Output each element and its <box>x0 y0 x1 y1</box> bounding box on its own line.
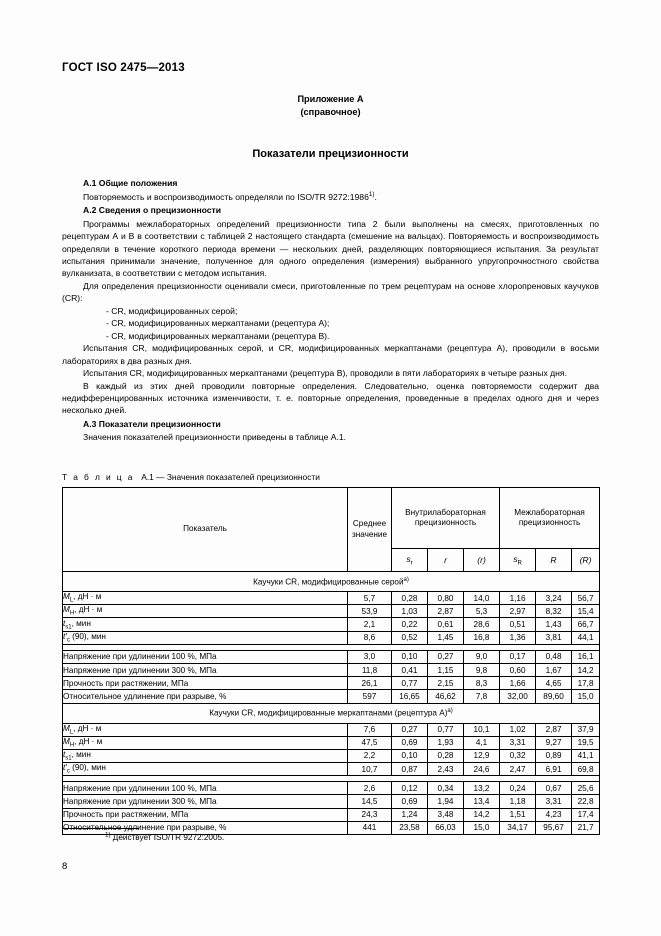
paragraph-a1 <box>62 191 599 203</box>
table-cell: 21,7 <box>572 821 600 834</box>
row-label-symbol: M <box>63 592 70 602</box>
table-cell: 69,8 <box>572 763 600 776</box>
table-cell: 13,2 <box>464 782 500 795</box>
table-cell: 46,62 <box>428 690 464 703</box>
list-item: - CR, модифицированных меркаптанами (рецептура А); <box>106 318 330 329</box>
table-cell: 0,34 <box>428 782 464 795</box>
table-cell: 44,1 <box>572 631 600 644</box>
row-label: Прочность при растяжении, МПа <box>63 677 348 690</box>
row-label <box>63 763 348 776</box>
row-label-units: , мин <box>71 618 91 628</box>
table-cell: 23,58 <box>392 821 428 834</box>
row-label: Прочность при растяжении, МПа <box>63 808 348 821</box>
col-header-within-l1: Внутрилабораторная <box>405 507 486 517</box>
table-row <box>63 650 600 663</box>
paragraph-a2-2: Для определения прецизионности оценивали смеси, приготовленные по трем рецептурам на основе хлоропреновых каучуков (CR): <box>62 280 599 304</box>
table-cell: 597 <box>348 690 392 703</box>
table-group-title: Каучуки CR, модифицированные меркаптанами (рецептура А)$^{a)}$ <box>63 703 600 723</box>
table-cell: 3,31 <box>500 736 536 749</box>
table-group-footnote-marker: a) <box>403 576 409 583</box>
footnote-text: Действует ISO/TR 9272:2005. <box>110 833 225 842</box>
table-cell: 2,1 <box>348 618 392 631</box>
table-cell: 7,6 <box>348 723 392 736</box>
row-label: Напряжение при удлинении 300 %, МПа <box>63 795 348 808</box>
table-cell: 0,22 <box>392 618 428 631</box>
table-row <box>63 808 600 821</box>
col-header-mean <box>348 488 392 572</box>
table-cell: 2,2 <box>348 749 392 762</box>
table-cell: 0,52 <box>392 631 428 644</box>
row-label-units: , мин <box>71 750 91 760</box>
row-label: Относительное удлинение при разрыве, % <box>63 821 348 834</box>
table-cell: 1,02 <box>500 723 536 736</box>
row-label-units: (90), мин <box>69 631 106 641</box>
table-cell: 28,6 <box>464 618 500 631</box>
row-label-units: (90), мин <box>69 763 106 773</box>
body-text <box>62 176 599 444</box>
table-cell: 0,27 <box>392 723 428 736</box>
table-cell: 0,41 <box>392 663 428 676</box>
a1-text: Повторяемость и воспроизводимость определяли по ISO/TR 9272:1986 <box>83 191 369 202</box>
table-cell: 14,2 <box>572 663 600 676</box>
table-cell: 56,7 <box>572 592 600 605</box>
table-cell: 0,51 <box>500 618 536 631</box>
row-label-subscript: H <box>69 611 75 618</box>
row-label-units: , дН · м <box>73 592 102 602</box>
table-cell: 17,4 <box>572 808 600 821</box>
table-cell: 7,8 <box>464 690 500 703</box>
table-group-header-row <box>63 572 600 592</box>
row-label-subscript: L <box>69 729 74 736</box>
table-header-row-1 <box>63 488 600 549</box>
table-cell: 3,48 <box>428 808 464 821</box>
table-cell: 9,0 <box>464 650 500 663</box>
row-label-symbol: t′ <box>63 631 67 641</box>
table-cell: 17,8 <box>572 677 600 690</box>
table-cell: 10,7 <box>348 763 392 776</box>
table-cell: 11,8 <box>348 663 392 676</box>
table-cell: 66,7 <box>572 618 600 631</box>
table-cell: 0,28 <box>392 592 428 605</box>
row-label: Напряжение при удлинении 300 %, МПа <box>63 663 348 676</box>
table-cell: 15,0 <box>464 821 500 834</box>
row-label <box>63 631 348 644</box>
table-cell: 41,1 <box>572 749 600 762</box>
table-cell: 0,77 <box>428 723 464 736</box>
row-label-subscript: s1 <box>65 755 72 762</box>
table-cell: 1,93 <box>428 736 464 749</box>
table-cell: 0,10 <box>392 749 428 762</box>
table-cell: 9,27 <box>536 736 572 749</box>
table-caption <box>62 472 320 482</box>
col-header-r: r <box>428 549 464 572</box>
table-cell: 0,89 <box>536 749 572 762</box>
table-cell: 24,3 <box>348 808 392 821</box>
table-row <box>63 749 600 762</box>
table-cell: 0,87 <box>392 763 428 776</box>
table-cell: 2,97 <box>500 605 536 618</box>
table-cell: 19,5 <box>572 736 600 749</box>
col-header-r-paren: (r) <box>464 549 500 572</box>
table-cell: 8,32 <box>536 605 572 618</box>
paragraph-a2-3: Испытания CR, модифицированных серой, и CR, модифицированных меркаптанами (рецептура А), проводили в восьми лабораториях в два разных дня. <box>62 343 599 366</box>
row-label <box>63 592 348 605</box>
table-cell: 2,43 <box>428 763 464 776</box>
table-cell: 4,1 <box>464 736 500 749</box>
col-header-R-paren: (R) <box>572 549 600 572</box>
table-cell: 14,5 <box>348 795 392 808</box>
table-cell: 1,03 <box>392 605 428 618</box>
table-cell: 5,3 <box>464 605 500 618</box>
table-cell: 1,66 <box>500 677 536 690</box>
table-cell: 3,31 <box>536 795 572 808</box>
table-cell: 0,32 <box>500 749 536 762</box>
table-cell: 0,10 <box>392 650 428 663</box>
table-cell: 8,6 <box>348 631 392 644</box>
sym-sub-r: r <box>410 560 413 567</box>
table-cell: 0,80 <box>428 592 464 605</box>
table-row <box>63 592 600 605</box>
heading-a3: А.3 Показатели прецизионности <box>83 418 221 429</box>
table-cell: 0,77 <box>392 677 428 690</box>
table-body <box>63 572 600 835</box>
table-cell: 8,3 <box>464 677 500 690</box>
table-cell: 15,4 <box>572 605 600 618</box>
list-item: - CR, модифицированных серой; <box>106 305 238 316</box>
table-row <box>63 763 600 776</box>
paragraph-a2-1: Программы межлабораторных определений прецизионности типа 2 были выполнены на смесях, приготовленных по рецептурам А и В в соответствии с таблицей 2 настоящего стандарта (смешение на вальцах). Повторяемость и воспроизводимость определяли в течение короткого периода времени — нескольких дней, разделяющих повторяющиеся испытания. За результат испытания принимали значение, полученное для одного определения (измерения) выбранного упругопрочностного свойства вулканизата, в соответствии с методом испытания. <box>62 218 599 279</box>
table-cell: 5,7 <box>348 592 392 605</box>
table-cell: 1,43 <box>536 618 572 631</box>
row-label-symbol: t <box>63 618 66 628</box>
col-header-mean-l2: значение <box>351 529 388 539</box>
footnote-separator <box>62 828 139 829</box>
table-group-title: Каучуки CR, модифицированные серой$^{a)}$ <box>63 572 600 592</box>
table-cell: 2,87 <box>536 723 572 736</box>
table-cell: 4,65 <box>536 677 572 690</box>
table-row <box>63 618 600 631</box>
table-cell: 0,69 <box>392 795 428 808</box>
table-cell: 0,27 <box>428 650 464 663</box>
sym-s: s <box>406 553 411 564</box>
row-label-units: , дН · м <box>74 605 103 615</box>
footnote <box>105 833 224 842</box>
table-cell: 89,60 <box>536 690 572 703</box>
row-label-symbol: M <box>63 736 70 746</box>
col-header-between-lab <box>500 488 600 549</box>
table-cell: 3,24 <box>536 592 572 605</box>
table-cell: 0,28 <box>428 749 464 762</box>
table-head <box>63 488 600 572</box>
standard-header: ГОСТ ISO 2475—2013 <box>62 62 185 74</box>
annex-block <box>0 93 661 119</box>
row-label <box>63 736 348 749</box>
col-header-within-lab <box>392 488 500 549</box>
col-header-between-l1: Межлабораторная <box>514 507 585 517</box>
table-cell: 0,17 <box>500 650 536 663</box>
table-cell: 16,8 <box>464 631 500 644</box>
row-label-subscript: L <box>69 597 74 604</box>
table-cell: 25,6 <box>572 782 600 795</box>
col-header-sr <box>392 549 428 572</box>
table-row <box>63 605 600 618</box>
footnote-number: 1) <box>105 831 111 839</box>
table-cell: 2,87 <box>428 605 464 618</box>
table-cell: 95,67 <box>536 821 572 834</box>
table-cell: 0,60 <box>500 663 536 676</box>
col-header-mean-l1: Среднее <box>352 519 387 528</box>
table-cell: 34,17 <box>500 821 536 834</box>
table-cell: 1,24 <box>392 808 428 821</box>
table-cell: 1,45 <box>428 631 464 644</box>
list-item: - CR, модифицированных меркаптанами (рецептура В). <box>106 330 330 341</box>
row-label-symbol: t′ <box>63 763 67 773</box>
row-label-subscript: s1 <box>65 624 72 631</box>
row-label: Напряжение при удлинении 100 %, МПа <box>63 782 348 795</box>
table-row <box>63 736 600 749</box>
table-cell: 0,61 <box>428 618 464 631</box>
table-row <box>63 677 600 690</box>
table-cell: 9,8 <box>464 663 500 676</box>
table-caption-label: Т а б л и ц а <box>62 472 135 482</box>
precision-table <box>62 487 600 835</box>
row-label-units: , дН · м <box>74 736 103 746</box>
table-cell: 13,4 <box>464 795 500 808</box>
table-cell: 10,1 <box>464 723 500 736</box>
table-cell: 16,1 <box>572 650 600 663</box>
row-label-units: , дН · м <box>73 723 102 733</box>
table-group-footnote-marker: a) <box>447 708 453 715</box>
table-cell: 0,48 <box>536 650 572 663</box>
table-cell: 2,6 <box>348 782 392 795</box>
row-label <box>63 749 348 762</box>
heading-a1: А.1 Общие положения <box>83 178 178 188</box>
row-label-subscript: H <box>69 742 75 749</box>
table-cell: 16,65 <box>392 690 428 703</box>
table-cell: 26,1 <box>348 677 392 690</box>
table-cell: 32,00 <box>500 690 536 703</box>
table-cell: 1,51 <box>500 808 536 821</box>
row-label <box>63 618 348 631</box>
col-header-sR <box>500 549 536 572</box>
table-cell: 14,0 <box>464 592 500 605</box>
table-cell: 0,12 <box>392 782 428 795</box>
col-header-within-l2: прецизионность <box>414 518 477 527</box>
table-row <box>63 663 600 676</box>
paragraph-a3: Значения показателей прецизионности приведены в таблице А.1. <box>83 432 347 443</box>
table-row <box>63 690 600 703</box>
annex-label: Приложение А <box>297 94 364 104</box>
page-number: 8 <box>62 861 68 872</box>
table-cell: 15,0 <box>572 690 600 703</box>
row-label-symbol: t <box>63 750 66 760</box>
row-label: Относительное удлинение при разрыве, % <box>63 690 348 703</box>
a1-text-end: . <box>374 191 377 202</box>
table-cell: 1,94 <box>428 795 464 808</box>
paragraph-a2-4: Испытания CR, модифицированных меркаптанами (рецептура В), проводили в пяти лабораториях в четыре разных дня. <box>83 368 567 379</box>
paragraph-a2-5: В каждый из этих дней проводили повторные определения. Следовательно, оценка повторяемости содержит два недифференцированных источника изменчивости, т. е. повторные определения, проведенные в пределах одного дня и через несколько дней. <box>62 380 599 416</box>
table-cell: 1,36 <box>500 631 536 644</box>
table-cell: 22,8 <box>572 795 600 808</box>
table-cell: 66,03 <box>428 821 464 834</box>
row-label-symbol: M <box>63 723 70 733</box>
row-label-subscript: c <box>66 637 70 644</box>
table-cell: 1,18 <box>500 795 536 808</box>
table-cell: 441 <box>348 821 392 834</box>
row-label-symbol: M <box>63 605 70 615</box>
table-cell: 3,81 <box>536 631 572 644</box>
footnote-marker-1: 1) <box>368 190 375 198</box>
col-header-between-l2: прецизионность <box>518 518 581 527</box>
table-row <box>63 723 600 736</box>
table-cell: 14,2 <box>464 808 500 821</box>
col-header-indicator: Показатель <box>63 488 348 572</box>
table-cell: 12,9 <box>464 749 500 762</box>
table-cell: 0,69 <box>392 736 428 749</box>
table-row <box>63 631 600 644</box>
table-cell: 0,24 <box>500 782 536 795</box>
table-cell: 1,15 <box>428 663 464 676</box>
table-cell: 6,91 <box>536 763 572 776</box>
row-label <box>63 723 348 736</box>
table-cell: 1,67 <box>536 663 572 676</box>
table-cell: 3,0 <box>348 650 392 663</box>
table-cell: 37,9 <box>572 723 600 736</box>
table-row <box>63 782 600 795</box>
table-cell: 0,67 <box>536 782 572 795</box>
table-caption-text: А.1 — Значения показателей прецизионности <box>141 472 320 482</box>
heading-a2: А.2 Сведения о прецизионности <box>83 205 222 216</box>
table-cell: 1,16 <box>500 592 536 605</box>
table-cell: 4,23 <box>536 808 572 821</box>
annex-type: (справочное) <box>300 107 361 117</box>
row-label <box>63 605 348 618</box>
sym-s2: s <box>513 553 518 564</box>
table-group-header-row <box>63 703 600 723</box>
page-title: Показатели прецизионности <box>252 148 409 160</box>
table-row <box>63 795 600 808</box>
col-header-R: R <box>536 549 572 572</box>
sym-sub-R: R <box>517 560 522 567</box>
table-cell: 47,5 <box>348 736 392 749</box>
table-cell: 2,15 <box>428 677 464 690</box>
table-cell: 24,6 <box>464 763 500 776</box>
table-cell: 53,9 <box>348 605 392 618</box>
table-cell: 2,47 <box>500 763 536 776</box>
row-label: Напряжение при удлинении 100 %, МПа <box>63 650 348 663</box>
row-label-subscript: c <box>66 768 70 775</box>
